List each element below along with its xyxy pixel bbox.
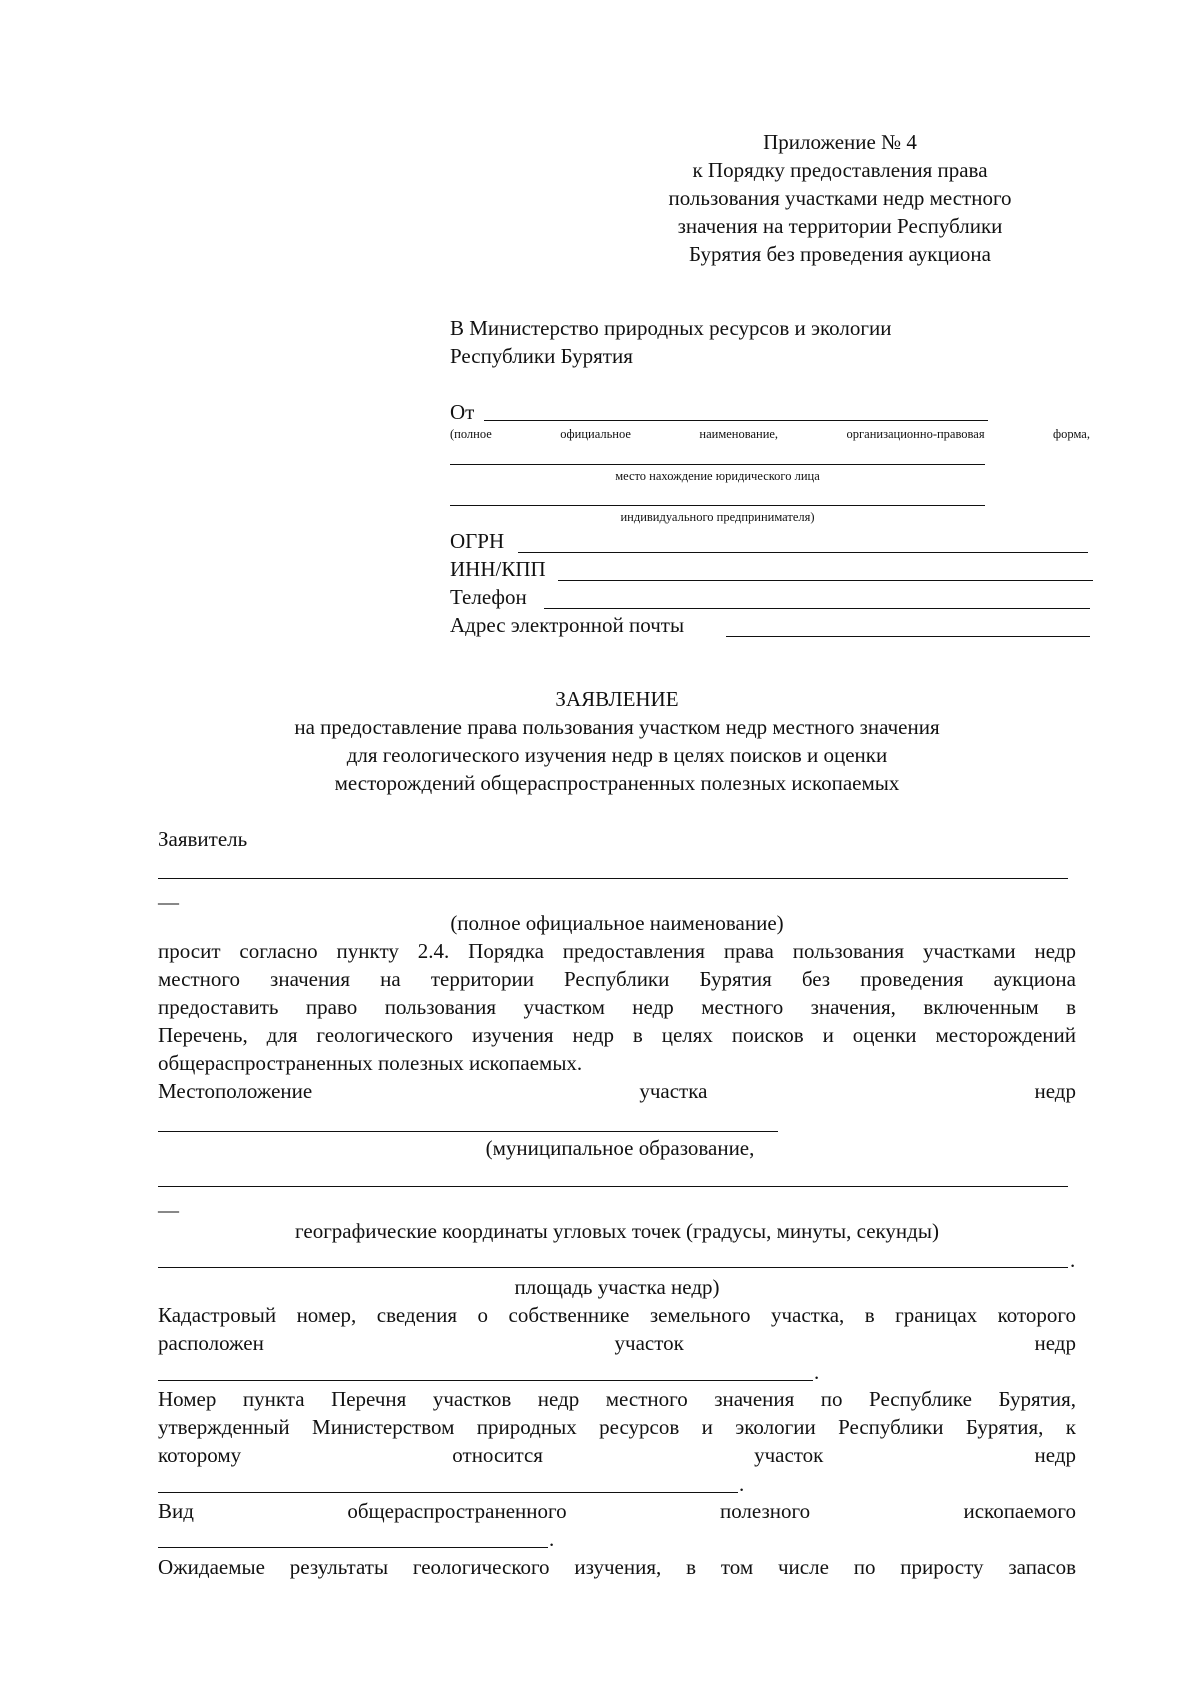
from-address-field[interactable] — [450, 464, 985, 465]
from-hint-word: официальное — [560, 427, 631, 441]
dot-mark: . — [1070, 1248, 1076, 1272]
list-number-word: недр — [1034, 1443, 1076, 1467]
document-subtitle: для геологического изучения недр в целях поисков и оценки — [346, 743, 888, 767]
location-row — [158, 1077, 1076, 1105]
dot-mark: . — [549, 1527, 555, 1551]
paragraph-line: общераспространенных полезных ископаемых. — [158, 1051, 583, 1075]
coordinates-field[interactable] — [158, 1186, 1068, 1187]
addressee-line: В Министерство природных ресурсов и экологии — [450, 316, 892, 340]
from-name-field[interactable] — [484, 420, 988, 421]
cadastral-word: расположен — [158, 1331, 264, 1355]
from-hint-word: организационно-правовая — [846, 427, 985, 441]
location-field[interactable] — [158, 1131, 778, 1132]
mineral-kind-field[interactable] — [158, 1547, 548, 1548]
phone-label: Телефон — [450, 585, 527, 609]
appendix-line: Бурятия без проведения аукциона — [688, 242, 991, 266]
paragraph-line: Перечень, для геологического изучения недр в целях поисков и оценки месторождений — [158, 1023, 1076, 1047]
list-number-word: относится — [452, 1443, 543, 1467]
list-number-line: утвержденный Министерством природных ресурсов и экологии Республики Бурятия, к — [158, 1415, 1076, 1439]
paragraph-line: местного значения на территории Республики Бурятия без проведения аукциона — [158, 967, 1076, 991]
mineral-kind-row — [158, 1497, 1076, 1525]
location-word: Местоположение — [158, 1079, 313, 1103]
from-label: От — [450, 400, 475, 424]
email-label: Адрес электронной почты — [450, 613, 685, 637]
list-number-word: которому — [158, 1443, 242, 1467]
dash-mark: — — [158, 1198, 179, 1222]
list-number-word: участок — [754, 1443, 824, 1467]
mineral-kind-word: Вид — [158, 1499, 194, 1523]
municipal-hint: (муниципальное образование, — [485, 1136, 755, 1160]
cadastral-row — [158, 1329, 1076, 1357]
mineral-kind-word: общераспространенного — [347, 1499, 567, 1523]
appendix-line: значения на территории Республики — [677, 214, 1003, 238]
from-hint-word: (полное — [450, 427, 492, 441]
mineral-kind-word: полезного — [719, 1499, 811, 1523]
location-word: недр — [1034, 1079, 1076, 1103]
area-field[interactable] — [158, 1267, 1068, 1268]
list-number-field[interactable] — [158, 1492, 738, 1493]
applicant-label: Заявитель — [158, 827, 248, 851]
mineral-kind-word: ископаемого — [963, 1499, 1076, 1523]
expected-results-line: Ожидаемые результаты геологического изучения, в том числе по приросту запасов — [158, 1555, 1076, 1579]
from-hint-entrepreneur: индивидуального предпринимателя) — [620, 510, 815, 524]
appendix-line: пользования участками недр местного — [668, 186, 1012, 210]
cadastral-word: недр — [1034, 1331, 1076, 1355]
paragraph-line: просит согласно пункту 2.4. Порядка предоставления права пользования участками недр — [158, 939, 1076, 963]
coordinates-hint: географические координаты угловых точек (градусы, минуты, секунды) — [295, 1219, 939, 1243]
cadastral-field[interactable] — [158, 1380, 813, 1381]
inn-kpp-field[interactable] — [558, 580, 1093, 581]
addressee-line: Республики Бурятия — [450, 344, 633, 368]
appendix-number: Приложение № 4 — [763, 130, 917, 154]
applicant-hint: (полное официальное наименование) — [450, 911, 784, 935]
inn-kpp-label: ИНН/КПП — [450, 557, 546, 581]
list-number-row — [158, 1441, 1076, 1469]
applicant-name-field[interactable] — [158, 878, 1068, 879]
from-hint-row — [450, 426, 1090, 442]
paragraph-line: предоставить право пользования участком недр местного значения, включенным в — [158, 995, 1076, 1019]
dash-mark: — — [158, 890, 179, 914]
phone-field[interactable] — [544, 608, 1090, 609]
from-hint-word: наименование, — [699, 427, 779, 441]
dot-mark: . — [739, 1472, 745, 1496]
from-hint-word: форма, — [1053, 427, 1090, 441]
area-hint: площадь участка недр) — [514, 1275, 720, 1299]
document-subtitle: месторождений общераспространенных полезных ископаемых — [334, 771, 900, 795]
ogrn-label: ОГРН — [450, 529, 505, 553]
document-subtitle: на предоставление права пользования участком недр местного значения — [294, 715, 940, 739]
document-title: ЗАЯВЛЕНИЕ — [555, 687, 679, 711]
from-entrepreneur-field[interactable] — [450, 505, 985, 506]
location-word: участка — [639, 1079, 708, 1103]
cadastral-line: Кадастровый номер, сведения о собственнике земельного участка, в границах которого — [158, 1303, 1076, 1327]
email-field[interactable] — [726, 636, 1090, 637]
list-number-line: Номер пункта Перечня участков недр местного значения по Республике Бурятия, — [158, 1387, 1076, 1411]
appendix-line: к Порядку предоставления права — [692, 158, 988, 182]
ogrn-field[interactable] — [518, 552, 1088, 553]
from-hint-address: место нахождение юридического лица — [615, 469, 820, 483]
dot-mark: . — [814, 1360, 820, 1384]
cadastral-word: участок — [614, 1331, 684, 1355]
